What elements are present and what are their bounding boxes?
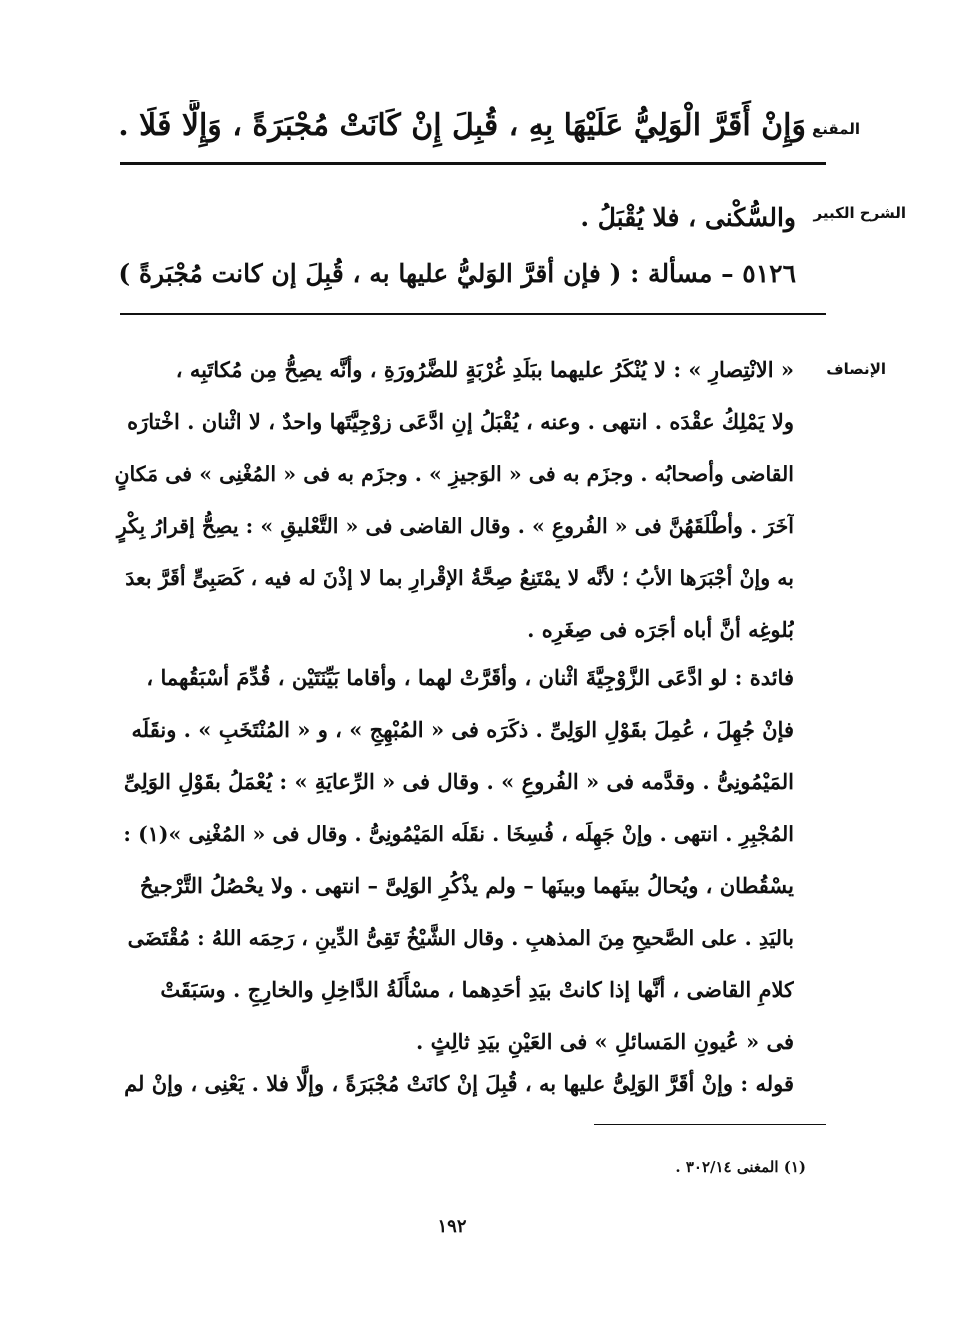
text-line: بُلوغِه أنَّ أباه أجَرَه فى صِغَرِه . [527,617,794,642]
section-label-insaf: الإنصاف [826,360,886,378]
muqni-text [116,100,806,152]
section-label-sharh: الشرح الكبير [813,204,906,222]
text-line: فى « عُيونِ المَسائلِ » فى العَيْنِ بيَدِ ثالِثٍ . [416,1029,794,1054]
muqni-line: وَإِنْ أَقَرَّ الْوَلِيُّ عَلَيْهَا بِهِ ، قُبِلَ إِنْ كَانَتْ مُجْبَرَةً ، وَإِلَّا فَلَا . [118,108,806,143]
insaf-paragraph-3 [114,1058,794,1110]
text-line: المَيْمُونِىُّ . وقدَّمه فى « الفُروعِ » . وقال فى « الرِّعايَةِ » : يُعْمَلُ بقَوْلِ الوَلِىِّ [123,769,794,794]
text-line: فائدة : لو ادَّعَى الزَّوْجِيَّةَ اثْنان ، وأقَرَّتْ لهما ، وأقاما بَيِّنَتَيْن ، قُدِّمَ أسْبَقُهما ، [146,665,794,690]
text-line: « الانْتِصارِ » : لا يُنْكَرُ عليهما ببَلَدِ غُرْبَةٍ للضَّرُورَةِ ، وأنَّه يصِحُّ مِن مُكاتَبِه ، [175,357,794,382]
footnote: (١) المغنى ٣٠٢/١٤ . [675,1158,806,1176]
sharh-text [116,190,796,302]
text-line: يسْقُطان ، ويُحالُ بينَهما وبينَها – ولم يذْكُرِ الوَلِىَّ – انتهى . ولا يحْصُلُ التَّرْجيحُ [139,873,794,898]
text-line: باليَدِ . على الصَّحيحِ مِنَ المذهبِ . وقال الشَّيْخُ تَقِىُّ الدِّينِ ، رَحِمَه اللهُ : مُقْتَضَى [127,926,794,950]
page-number: ١٩٢ [437,1216,467,1237]
section-label-muqni: المقنع [812,120,860,138]
text-line: ولا يَمْلِكُ عقْدَه . انتهى . وعنه ، يُقْبَلُ إنِ ادَّعَى زوْجِيَّتَها واحدٌ ، لا اثْنان . اخْتارَه [127,409,794,434]
sharh-divider [120,313,826,315]
text-line: فإنْ جُهِلَ ، عُمِلَ بقَوْلِ الوَلِىِّ . ذكَرَه فى « المُبْهِجِ » ، و « المُنْتَخَبِ » . ونقَلَه [131,717,794,742]
text-line: المُجْبِرِ . انتهى . وإنْ جَهِلَه ، فُسِخَا . نقَلَه المَيْمُونِىُّ . وقال فى « المُغْنِى »(١) : [123,822,794,846]
text-line: كلامِ القاضى ، أنَّها إذا كانتْ بيَدِ أحَدِهما ، مسْأَلَةُ الدَّاخِلِ والخارِجِ . وسَبَقَتْ [160,977,794,1002]
text-line: به وإنْ أجْبَرَها الأبُ ؛ لأنَّه لا يمْتَنِعُ صِحَّةُ الإقْرارِ بما لا إذْنَ له فيه ، كَصَبِىٍّ أقَرَّ بعدَ [125,566,794,590]
footnote-divider [594,1124,826,1125]
insaf-paragraph-1 [114,344,794,656]
text-line: آخَرَ . وأطْلَقَهُنَّ فى « الفُروعِ » . وقال القاضى فى « التَّعْليقِ » : يصِحُّ إقرارُ بِكْرٍ [116,514,794,538]
text-line: قوله : وإنْ أقَرَّ الوَلِىُّ عليها به ، قُبِلَ إنْ كانَتْ مُجْبَرَةً ، وإلَّا فلا . يَعْنِى ، وإنْ لم [124,1071,794,1096]
insaf-paragraph-2 [114,652,794,1068]
muqni-divider [120,162,826,165]
text-line: القاضى وأصحابُه . وجزَم به فى « الوَجيزِ » . وجزَم به فى « المُغْنِى » فى مَكانٍ [114,462,794,486]
sharh-line: والسُّكْنى ، فلا يُقْبَلُ . [580,203,796,232]
sharh-masala-line: ٥١٢٦ – مسألة : ( فإن أقرَّ الوَليُّ عليها به ، قُبِلَ إن كانت مُجْبَرةً ) [118,259,796,288]
